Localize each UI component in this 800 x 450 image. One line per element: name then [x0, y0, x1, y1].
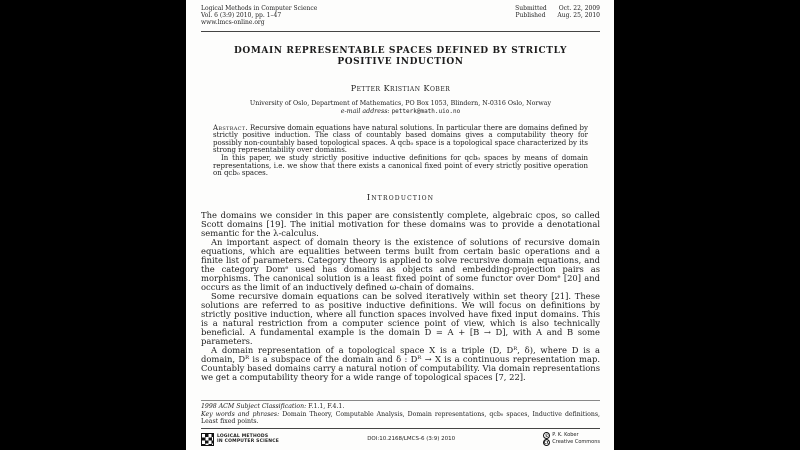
paper-title: DOMAIN REPRESENTABLE SPACES DEFINED BY STRICTLY POSITIVE INDUCTION: [234, 45, 567, 67]
lmcs-logo-block: [201, 433, 279, 446]
email-address-link[interactable]: petterk@math.uio.no: [391, 107, 461, 115]
body-paragraph-3: Some recursive domain equations can be solved iteratively within set theory [21]. These solutions are referred to as positive inductive definitions. We will focus on definitions by strictly positive induction, where all function spaces involved have fixed input domains. This is a natural restriction from a computer science point of view, which is also technically beneficial. A fundamental example is the domain D = A + [B → D], with A and B some parameters.: [201, 290, 600, 346]
email-label: e-mail address:: [340, 107, 390, 115]
submitted-row: [515, 5, 600, 12]
acm-classification-value: F.1.1, F.4.1.: [308, 403, 345, 411]
body-paragraph-4: A domain representation of a topological space X is a triple (D, Dᴿ, δ), where D is a domain, Dᴿ is a subspace of the domain and δ : Dᴿ → X is a continuous representation map. Countably based domains carry a natural notion of computability. Via domain representations we get a computability theory for a wide range of topological spaces [7, 22].: [201, 344, 600, 382]
article-content: [201, 32, 600, 401]
body-paragraph-1: The domains we consider in this paper are consistently complete, algebraic cpos, so called Scott domains [19]. The initial motivation for these domains was to provide a denotational semantic for the λ-calculus.: [201, 209, 600, 238]
abstract-text-1: Recursive domain equations have natural solutions. In particular there are domains defined by strictly positive induction. The class of countably based domains gives a computability theory for possibly non-countably based topological spaces. A qcb₀ space is a topological space characterized by its strong representability over domains.: [213, 123, 588, 155]
copyright-row: [543, 432, 600, 439]
keywords-line: [201, 411, 600, 425]
submitted-date: Oct. 22, 2009: [558, 5, 600, 12]
author-name: Petter Kristian Kober: [350, 83, 451, 93]
abstract-paragraph-1: [213, 125, 588, 155]
journal-name: Logical Methods in Computer Science: [201, 5, 318, 12]
doi-text: DOI:10.2168/LMCS-6 (3:9) 2010: [367, 436, 456, 442]
journal-masthead: [201, 5, 600, 27]
published-row: [515, 12, 600, 19]
footnote-block: [201, 403, 600, 425]
abstract-paragraph-2: In this paper, we study strictly positive inductive definitions for qcb₀ spaces by means of domain representations, i.e. we show that there exists a canonical fixed point of every strictly positive operation on qcb₀ spaces.: [213, 153, 588, 178]
copyright-icon: ©: [544, 433, 549, 438]
section-heading-introduction: Introduction: [366, 192, 435, 203]
creative-commons-row: [543, 439, 600, 446]
bottom-bar-row: [201, 429, 600, 446]
flex-spacer: [201, 382, 600, 401]
acm-classification-line: [201, 403, 600, 410]
abstract-label: Abstract.: [213, 123, 248, 132]
lmcs-logo-line-2: IN COMPUTER SCIENCE: [217, 439, 279, 444]
creative-commons-icon: CC: [543, 440, 550, 445]
journal-url-link[interactable]: www.lmcs-online.org: [201, 19, 265, 27]
masthead-left: [201, 5, 317, 27]
copyright-holder: P. K. Kober: [552, 432, 579, 438]
published-date: Aug. 25, 2010: [557, 12, 600, 20]
abstract-block: [213, 125, 588, 178]
footnote-divider: [201, 400, 600, 401]
submitted-label: Submitted: [515, 5, 547, 12]
author-affiliation: University of Oslo, Department of Mathematics, PO Box 1053, Blindern, N-0316 Oslo, Norway: [249, 99, 552, 107]
email-line: [201, 108, 600, 116]
body-paragraph-2: An important aspect of domain theory is the existence of solutions of recursive domain equations, which are equalities between terms built from certain basic operations and a finite list of parameters. Category theory is applied to solve recursive domain equations, and the category Domᵉ used has domains as objects and embedding-projection pairs as morphisms. The canonical solution is a least fixed point of some functor over Domᵉ [20] and occurs as the limit of an inductively defined ω-chain of domains.: [201, 236, 600, 292]
published-label: Published: [515, 12, 546, 20]
lmcs-logo-line-1: LOGICAL METHODS: [217, 433, 269, 439]
acm-classification-label: 1998 ACM Subject Classification:: [201, 403, 307, 411]
copyright-block: [543, 432, 600, 446]
creative-commons-label: Creative Commons: [552, 439, 600, 445]
keywords-value: Domain Theory, Computable Analysis, Domain representations, qcb₀ spaces, Inductive definitions, Least fixed points.: [201, 410, 600, 425]
masthead-right: [515, 5, 600, 27]
paper-page: [186, 0, 614, 450]
bottom-bar: [201, 428, 600, 446]
volume-info: Vol. 6 (3:9) 2010, pp. 1–47: [201, 12, 282, 20]
lmcs-logo-text: [217, 434, 279, 444]
keywords-label: Key words and phrases:: [201, 410, 280, 418]
lmcs-logo-icon: [201, 433, 214, 446]
